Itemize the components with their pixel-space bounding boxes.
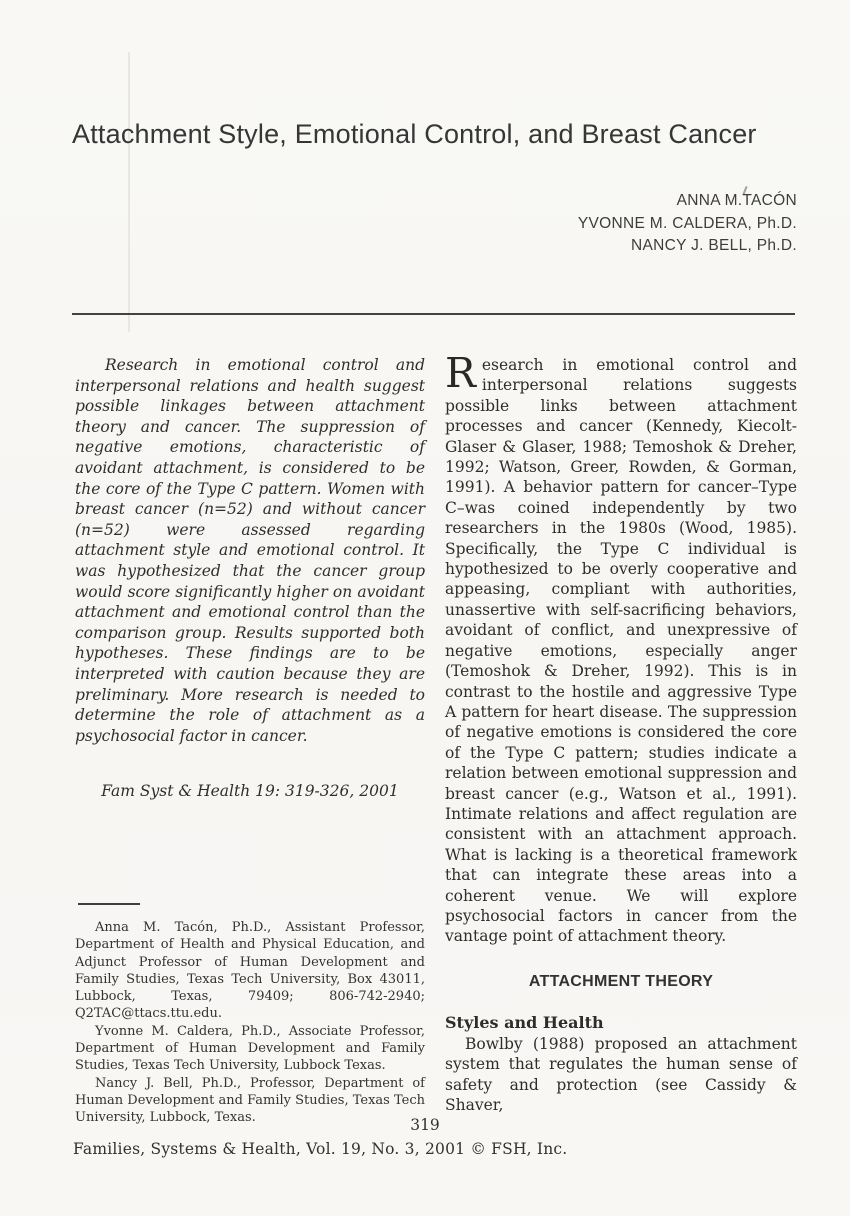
- title-divider-rule: [72, 313, 795, 315]
- footnote-author-1: Anna M. Tacón, Ph.D., Assistant Professor, Department of Health and Physical Education, and Adjunct Professor of Human Development and Family Studies, Texas Tech University, Box 43011, Lubbock, Texas, 79409; 806-742-2940; Q2TAC@ttacs.ttu.edu.: [75, 920, 425, 1022]
- section-heading-attachment-theory: ATTACHMENT THEORY: [528, 972, 714, 990]
- abstract-text: Research in emotional control and interpersonal relations and health suggest possible linkages between attachment theory and cancer. The suppression of negative emotions, characteristic of avoidant attachment, is considered to be the core of the Type C pattern. Women with breast cancer (n=52) and without cancer (n=52) were assessed regarding attachment style and emotional control. It was hypothesized that the cancer group would score significantly higher on avoidant attachment and emotional control than the comparison group. Results supported both hypotheses. These findings are to be interpreted with caution because they are preliminary. More research is needed to determine the role of attachment as a psychosocial factor in cancer.: [75, 356, 425, 745]
- body-paragraph: Bowlby (1988) proposed an attachment system that regulates the human sense of safety and protection (see Cassidy & Shaver,: [445, 1034, 797, 1114]
- author-block: [578, 190, 797, 258]
- scan-artifact-line: [128, 52, 130, 332]
- intro-paragraph: [445, 349, 797, 947]
- journal-footer-line: Families, Systems & Health, Vol. 19, No. 3, 2001 © FSH, Inc.: [73, 1140, 568, 1158]
- footnote-author-3: Nancy J. Bell, Ph.D., Professor, Department of Human Development and Family Studies, Texas Tech University, Lubbock, Texas.: [75, 1075, 425, 1126]
- author-name: ANNA M.TACÓN: [676, 192, 797, 209]
- intro-paragraph-text: esearch in emotional control and interpersonal relations suggests possible links between attachment processes and cancer (Kennedy, Kiecolt-Glaser & Glaser, 1988; Temoshok & Dreher, 1992; Watson, Greer, Rowden, & Gorman, 1991). A behavior pattern for cancer–Type C–was coined independently by two researchers in the 1980s (Wood, 1985). Specifically, the Type C individual is hypothesized to be overly cooperative and appeasing, compliant with authorities, unassertive with self-sacrificing behaviors, avoidant of conflict, and unexpressive of negative emotions, especially anger (Temoshok & Dreher, 1992). This is in contrast to the hostile and aggressive Type A pattern for heart disease. The suppression of negative emotions is considered the core of the Type C pattern; studies indicate a relation between emotional suppression and breast cancer (e.g., Watson et al., 1991). Intimate relations and affect regulation are consistent with an attachment approach. What is lacking is a theoretical framework that can integrate these areas into a coherent venue. We will explore psychosocial factors in cancer from the vantage point of attachment theory.: [445, 356, 797, 946]
- footnote-divider-rule: [78, 903, 140, 905]
- right-column: [445, 349, 797, 1125]
- page-number: 319: [410, 1116, 440, 1134]
- author-name: YVONNE M. CALDERA, Ph.D.: [577, 214, 797, 232]
- article-title: Attachment Style, Emotional Control, and Breast Cancer: [72, 119, 757, 150]
- left-column: [75, 355, 425, 1125]
- footnote-block: [75, 903, 425, 1127]
- subsection-heading-styles-and-health: Styles and Health: [445, 1012, 604, 1032]
- journal-citation: Fam Syst & Health 19: 319-326, 2001: [101, 782, 399, 801]
- drop-cap: R: [445, 349, 476, 397]
- footnote-author-2: Yvonne M. Caldera, Ph.D., Associate Professor, Department of Human Development and Family Studies, Texas Tech University, Lubbock Texas.: [75, 1023, 425, 1074]
- author-name: NANCY J. BELL, Ph.D.: [631, 237, 797, 254]
- two-column-body: [75, 349, 797, 1126]
